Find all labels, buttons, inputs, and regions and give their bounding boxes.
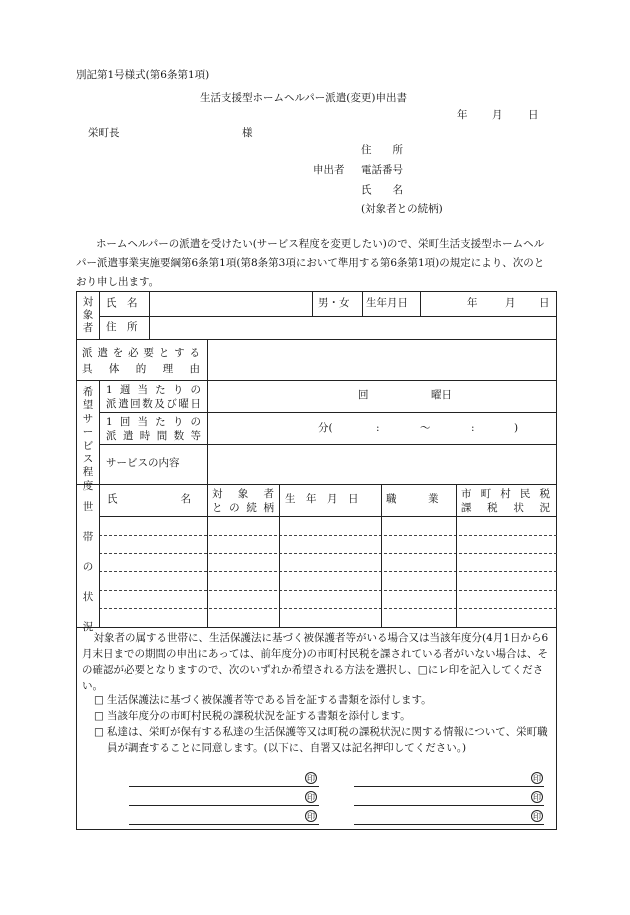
household-tax-header-line1: 市町村民税 bbox=[461, 488, 550, 500]
date-day: 日 bbox=[528, 109, 539, 121]
seal-mark: 印 bbox=[307, 793, 315, 802]
form-title: 生活支援型ホームヘルパー派遣(変更)申出書 bbox=[200, 92, 407, 104]
seal-mark: 印 bbox=[533, 793, 541, 802]
option-2-text: 当該年度分の市町村民税の課税状況を証する書類を添付します。 bbox=[107, 710, 411, 722]
time-label-line1: 1回当たりの bbox=[106, 416, 201, 428]
household-relation-header-line1: 対象者 bbox=[212, 488, 274, 500]
option-3-checkbox[interactable]: □ bbox=[94, 726, 104, 738]
service-content-label: サービスの内容 bbox=[106, 457, 180, 469]
birth-year: 年 bbox=[467, 297, 478, 309]
date-month: 月 bbox=[492, 109, 503, 121]
intro-paragraph: ホームヘルパーの派遣を受けたい(サービス程度を変更したい)ので、栄町生活支援型ホームヘルパー派遣事業実施要綱第6条第1項(第8条第3項において準用する第6条第1項)の規定により、次のとおり申し出ます。 bbox=[76, 238, 545, 288]
household-birth-header: 生 年 月 日 bbox=[285, 493, 359, 505]
household-relation-header-line2: との続柄 bbox=[212, 502, 274, 514]
applicant-address-label: 住 所 bbox=[361, 144, 403, 156]
applicant-name-label: 氏 名 bbox=[361, 184, 403, 196]
name-label: 氏 名 bbox=[106, 297, 138, 309]
time-label-line2: 派遣時間数等 bbox=[106, 430, 201, 442]
birth-date-label: 生年月日 bbox=[366, 297, 408, 309]
seal-mark: 印 bbox=[533, 812, 541, 821]
desired-service-label: 希望サービス程度 bbox=[82, 386, 94, 492]
applicant-phone-label: 電話番号 bbox=[361, 164, 403, 176]
birth-month: 月 bbox=[505, 297, 516, 309]
address-label: 住 所 bbox=[106, 321, 138, 333]
signature-line[interactable] bbox=[129, 805, 319, 806]
weekly-label-line1: 1週当たりの bbox=[106, 384, 201, 396]
signature-line[interactable] bbox=[129, 824, 319, 825]
seal-mark: 印 bbox=[307, 774, 315, 783]
reason-label-line1: 派遣を必要とする bbox=[82, 347, 200, 359]
option-3-text: 私達は、栄町が保有する私達の生活保護等又は町税の課税状況に関する情報について、栄町職員が調査することに同意します。(以下に、自署又は記名押印してください。) bbox=[107, 726, 548, 754]
weekly-label-line2: 派遣回数及び曜日 bbox=[106, 398, 201, 410]
option-1-checkbox[interactable]: □ bbox=[94, 694, 104, 706]
household-label: 世帯の状況 bbox=[82, 501, 94, 633]
weekly-weekday-unit: 曜日 bbox=[431, 389, 452, 401]
addressee-honorific: 様 bbox=[242, 127, 253, 139]
weekly-count-unit: 回 bbox=[358, 389, 369, 401]
household-occupation-header: 職 業 bbox=[386, 493, 439, 505]
time-colon-start: : bbox=[376, 422, 380, 434]
date-year: 年 bbox=[457, 109, 468, 121]
signature-line[interactable] bbox=[129, 786, 319, 787]
consent-paragraph: 対象者の属する世帯に、生活保護法に基づく被保護者等がいる場合又は当該年度分(4月1日から6月末日までの期間の申出にあっては、前年度分)の市町村民税を課されている者がいない場合は、その確認が必要となりますので、次のいずれか希望される方法を選択し、□にレ印を記入してください。 bbox=[82, 632, 549, 692]
applicant-label: 申出者 bbox=[313, 164, 345, 176]
reason-label-line2: 具体的理由 bbox=[82, 363, 200, 375]
birth-day: 日 bbox=[539, 297, 550, 309]
option-1-text: 生活保護法に基づく被保護者等である旨を証する書類を添付します。 bbox=[107, 694, 432, 706]
signature-line[interactable] bbox=[354, 805, 544, 806]
household-name-header: 氏 名 bbox=[107, 493, 191, 505]
gender-option[interactable]: 男・女 bbox=[318, 297, 350, 309]
time-colon-end: : bbox=[471, 422, 475, 434]
signature-line[interactable] bbox=[354, 824, 544, 825]
time-minutes: 分( bbox=[318, 422, 333, 434]
form-number: 別記第1号様式(第6条第1項) bbox=[76, 69, 210, 81]
time-close: ) bbox=[514, 422, 519, 434]
addressee: 栄町長 bbox=[88, 127, 120, 139]
seal-mark: 印 bbox=[533, 774, 541, 783]
subject-label: 対象者 bbox=[82, 296, 94, 335]
option-2-checkbox[interactable]: □ bbox=[94, 710, 104, 722]
household-tax-header-line2: 課税状況 bbox=[461, 502, 550, 514]
seal-mark: 印 bbox=[307, 812, 315, 821]
time-tilde: 〜 bbox=[420, 422, 431, 434]
signature-line[interactable] bbox=[354, 786, 544, 787]
applicant-relation-label: (対象者との続柄) bbox=[361, 203, 443, 215]
